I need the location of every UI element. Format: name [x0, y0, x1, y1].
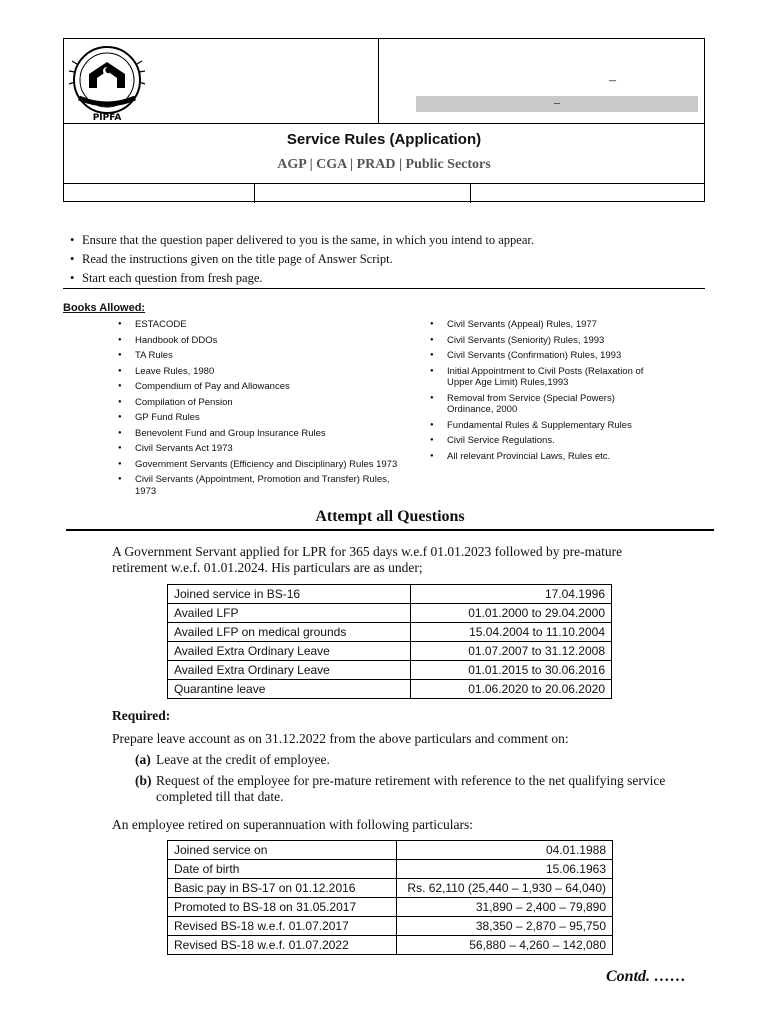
table-cell-label: Date of birth — [168, 860, 397, 879]
book-item: ● Compilation of Pension — [118, 397, 408, 409]
table-row — [168, 879, 613, 898]
table-cell-label: Promoted to BS-18 on 31.05.2017 — [168, 898, 397, 917]
book-item: ● Removal from Service (Special Powers) Ordinance, 2000 — [430, 393, 660, 416]
books-heading: Books Allowed: — [63, 302, 146, 314]
header-top-row — [64, 39, 704, 124]
header-cell-divider — [254, 184, 255, 203]
table-cell-value: 17.04.1996 — [411, 585, 612, 604]
table-cell-value: 31,890 – 2,400 – 79,890 — [397, 898, 613, 917]
instructions-list — [70, 231, 534, 288]
heading-underline — [66, 529, 714, 531]
grey-bar-dash: – — [554, 95, 560, 109]
table-row — [168, 860, 613, 879]
header-dash: – — [609, 73, 616, 88]
book-item: ● Government Servants (Efficiency and Disciplinary) Rules 1973 — [118, 459, 408, 471]
book-item: ● Civil Servants Act 1973 — [118, 443, 408, 455]
questions-heading: Attempt all Questions — [315, 508, 465, 525]
header-right-cell — [379, 39, 704, 123]
instruction-item: • Start each question from fresh page. — [70, 269, 534, 288]
book-item: ● Civil Servants (Appeal) Rules, 1977 — [430, 319, 660, 331]
divider-line — [63, 288, 705, 289]
instruction-item: • Read the instructions given on the title page of Answer Script. — [70, 250, 534, 269]
table-row — [168, 585, 612, 604]
paper-title: Service Rules (Application) — [286, 131, 482, 148]
table-cell-value: 15.06.1963 — [397, 860, 613, 879]
table-cell-label: Availed Extra Ordinary Leave — [168, 661, 411, 680]
table-cell-value: 01.01.2000 to 29.04.2000 — [411, 604, 612, 623]
table-row — [168, 661, 612, 680]
table-cell-label: Joined service on — [168, 841, 397, 860]
table-row — [168, 917, 613, 936]
header-bottom-row — [64, 183, 704, 203]
table-cell-value: 01.06.2020 to 20.06.2020 — [411, 680, 612, 699]
pipfa-logo-icon — [67, 44, 147, 122]
required-label: Required: — [112, 708, 171, 723]
book-item: ● GP Fund Rules — [118, 412, 408, 424]
part-label: (a) — [135, 752, 151, 767]
header-grey-bar — [416, 96, 698, 112]
table-row — [168, 898, 613, 917]
required-text: Prepare leave account as on 31.12.2022 from the above particulars and comment on: — [112, 731, 569, 746]
table-cell-value: 38,350 – 2,870 – 95,750 — [397, 917, 613, 936]
logo-cell — [64, 39, 379, 123]
table-cell-value: 15.04.2004 to 11.10.2004 — [411, 623, 612, 642]
book-item: ● ESTACODE — [118, 319, 408, 331]
header-cell-divider — [470, 184, 471, 203]
book-item: ● TA Rules — [118, 350, 408, 362]
table-row — [168, 680, 612, 699]
books-list-right — [430, 319, 660, 466]
book-item: ● Benevolent Fund and Group Insurance Rules — [118, 428, 408, 440]
table-cell-label: Availed LFP on medical grounds — [168, 623, 411, 642]
book-item: ● Civil Servants (Confirmation) Rules, 1993 — [430, 350, 660, 362]
books-list-left — [118, 319, 408, 501]
part-text: Request of the employee for pre-mature retirement with reference to the net qualifying service completed till that date. — [156, 773, 666, 804]
table-cell-label: Revised BS-18 w.e.f. 01.07.2022 — [168, 936, 397, 955]
table-cell-label: Basic pay in BS-17 on 01.12.2016 — [168, 879, 397, 898]
table-row — [168, 841, 613, 860]
q1-intro: A Government Servant applied for LPR for 365 days w.e.f 01.01.2023 followed by pre-mature retirement w.e.f. 01.01.2024. His particulars are as under; — [112, 544, 623, 575]
table-cell-label: Revised BS-18 w.e.f. 01.07.2017 — [168, 917, 397, 936]
table-cell-label: Quarantine leave — [168, 680, 411, 699]
table-cell-label: Availed LFP — [168, 604, 411, 623]
book-item: ● All relevant Provincial Laws, Rules etc. — [430, 451, 660, 463]
table-cell-label: Joined service in BS-16 — [168, 585, 411, 604]
q2-intro: An employee retired on superannuation with following particulars: — [112, 817, 474, 832]
book-item: ● Initial Appointment to Civil Posts (Relaxation of Upper Age Limit) Rules,1993 — [430, 366, 660, 389]
paper-subtitle: AGP | CGA | PRAD | Public Sectors — [277, 157, 491, 172]
table-cell-label: Availed Extra Ordinary Leave — [168, 642, 411, 661]
q1-particulars-table — [167, 584, 612, 699]
continued-note: Contd. …… — [606, 968, 687, 985]
table-row — [168, 936, 613, 955]
table-row — [168, 623, 612, 642]
book-item: ● Civil Servants (Appointment, Promotion and Transfer) Rules, 1973 — [118, 474, 408, 497]
book-item: ● Civil Servants (Seniority) Rules, 1993 — [430, 335, 660, 347]
book-item: ● Fundamental Rules & Supplementary Rules — [430, 420, 660, 432]
book-item: ● Civil Service Regulations. — [430, 435, 660, 447]
table-row — [168, 604, 612, 623]
table-cell-value: 04.01.1988 — [397, 841, 613, 860]
logo-text: PIPFA — [92, 113, 122, 122]
table-cell-value: Rs. 62,110 (25,440 – 1,930 – 64,040) — [397, 879, 613, 898]
q2-particulars-table — [167, 840, 613, 955]
part-label: (b) — [135, 773, 152, 788]
table-cell-value: 01.01.2015 to 30.06.2016 — [411, 661, 612, 680]
table-row — [168, 642, 612, 661]
book-item: ● Handbook of DDOs — [118, 335, 408, 347]
book-item: ● Leave Rules, 1980 — [118, 366, 408, 378]
book-item: ● Compendium of Pay and Allowances — [118, 381, 408, 393]
table-cell-value: 56,880 – 4,260 – 142,080 — [397, 936, 613, 955]
header-box — [63, 38, 705, 202]
part-text: Leave at the credit of employee. — [156, 752, 330, 767]
instruction-item: • Ensure that the question paper delivered to you is the same, in which you intend to appear. — [70, 231, 534, 250]
table-cell-value: 01.07.2007 to 31.12.2008 — [411, 642, 612, 661]
